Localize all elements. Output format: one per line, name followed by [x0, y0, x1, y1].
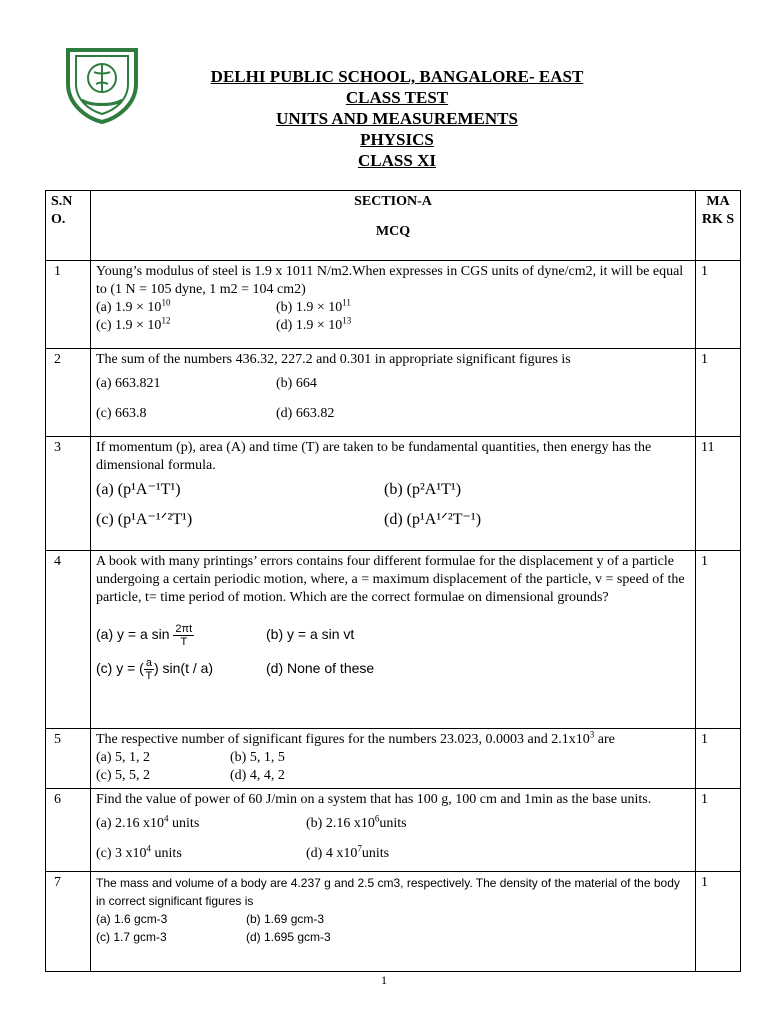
question-text: If momentum (p), area (A) and time (T) are taken to be fundamental quantities, then energy has the dimensional formula.: [96, 440, 652, 473]
class-name: CLASS XI: [358, 151, 436, 170]
option-b: (b) (p²A¹T¹): [384, 481, 462, 498]
option-c: (c) 5, 5, 2: [96, 768, 151, 783]
question-number: 3: [46, 437, 91, 551]
question-cell: [91, 789, 696, 872]
option-a: (a) 2.16 $x10^4$ units: [96, 813, 200, 831]
option-a: (a) 1.6 gcm-3: [96, 912, 168, 926]
section-title: SECTION-A: [354, 194, 432, 209]
question-options: [96, 475, 690, 535]
option-b: (b) y = a sin vt: [266, 626, 355, 642]
page-number: 1: [381, 973, 387, 987]
question-text: Young’s modulus of steel is 1.9 x 1011 N/m2.When expresses in CGS units of dyne/cm2, it will be equal to (1 N = 105 dyne, 1 m2 = 104 cm2): [96, 264, 684, 297]
option-c: (c) (p¹A⁻¹ᐟ²T¹): [96, 511, 193, 528]
question-marks: 1: [696, 872, 741, 972]
option-b: (b) 2.16 $x10^6units$: [306, 813, 407, 831]
sno-header: S.N O.: [46, 191, 91, 261]
question-cell: [91, 551, 696, 729]
question-options: [96, 809, 690, 869]
question-marks: 1: [696, 551, 741, 729]
question-cell: [91, 729, 696, 789]
test-name: CLASS TEST: [345, 88, 449, 107]
question-row: [46, 349, 741, 437]
question-text: The respective number of significant figures for the numbers 23.023, 0.0003 and $2.1x10^3$ are: [96, 729, 615, 747]
question-options: [96, 617, 690, 685]
question-text: The sum of the numbers 436.32, 227.2 and 0.301 in appropriate significant figures is: [96, 352, 571, 367]
question-cell: [91, 349, 696, 437]
option-a: (a) y = a sin $\frac{2\pi t}{T}$: [96, 622, 193, 648]
question-marks: 1: [696, 729, 741, 789]
question-options: [96, 299, 690, 335]
question-options: [96, 910, 690, 946]
school-name: DELHI PUBLIC SCHOOL, BANGALORE- EAST: [210, 67, 584, 86]
section-type: MCQ: [375, 224, 411, 239]
option-a: (a) $1.9 \times 10^{10}$: [96, 297, 171, 315]
question-row: [46, 789, 741, 872]
question-number: 1: [46, 261, 91, 349]
subject-name: PHYSICS: [360, 130, 434, 149]
question-marks: 1: [696, 261, 741, 349]
question-number: 6: [46, 789, 91, 872]
option-c: (c) y = ( $\frac{a}{T}$ ) sin(t / a): [96, 656, 214, 682]
option-a: (a) (p¹A⁻¹T¹): [96, 481, 181, 498]
option-d: (d) 663.82: [276, 406, 335, 421]
option-b: (b) $1.9 \times 10^{11}$: [276, 297, 351, 315]
table-header-row: [46, 191, 741, 261]
question-row: [46, 437, 741, 551]
question-number: 5: [46, 729, 91, 789]
question-text: The mass and volume of a body are 4.237 g and 2.5 cm3, respectively. The density of the material of the body in correct significant figures is: [96, 876, 680, 908]
option-d: (d) 4, 4, 2: [230, 768, 285, 783]
question-options: [96, 369, 690, 429]
question-marks: 1: [696, 349, 741, 437]
question-cell: [91, 437, 696, 551]
question-number: 4: [46, 551, 91, 729]
question-marks: 11: [696, 437, 741, 551]
option-d: (d) 4 $x10^7units$: [306, 843, 390, 861]
option-a: (a) 663.821: [96, 376, 161, 391]
marks-header: MA RK S: [696, 191, 741, 261]
option-c: (c) $1.9 \times 10^{12}$: [96, 315, 171, 333]
option-c: (c) 3 $x10^4$ units: [96, 843, 182, 861]
question-row: [46, 551, 741, 729]
question-number: 2: [46, 349, 91, 437]
option-d: (d) 1.695 gcm-3: [246, 930, 331, 944]
document-header: [150, 66, 644, 171]
option-d: (d) (p¹A¹ᐟ²T⁻¹): [384, 511, 482, 528]
question-table: [45, 190, 741, 972]
option-c: (c) 1.7 gcm-3: [96, 930, 167, 944]
question-cell: [91, 261, 696, 349]
question-number: 7: [46, 872, 91, 972]
option-b: (b) 664: [276, 376, 317, 391]
question-row: [46, 729, 741, 789]
section-header: [91, 191, 696, 261]
question-row: [46, 872, 741, 972]
option-d: (d) None of these: [266, 660, 375, 676]
school-crest-logo: [60, 44, 144, 124]
option-d: (d) $1.9 \times 10^{13}$: [276, 315, 352, 333]
question-text: Find the value of power of 60 J/min on a system that has 100 g, 100 cm and 1min as the base units.: [96, 792, 652, 807]
question-marks: 1: [696, 789, 741, 872]
chapter-name: UNITS AND MEASUREMENTS: [276, 109, 518, 128]
question-row: [46, 261, 741, 349]
option-b: (b) 1.69 gcm-3: [246, 912, 325, 926]
option-c: (c) 663.8: [96, 406, 147, 421]
question-cell: [91, 872, 696, 972]
question-options: [96, 749, 690, 785]
option-b: (b) 5, 1, 5: [230, 750, 285, 765]
option-a: (a) 5, 1, 2: [96, 750, 151, 765]
question-text: A book with many printings’ errors contains four different formulae for the displacement y of a particle undergoing a certain periodic motion, where, a = maximum displacement of the particle, v = speed of the particle, t= time period of motion. Which are the correct formulae on dimensional grounds?: [96, 554, 685, 605]
